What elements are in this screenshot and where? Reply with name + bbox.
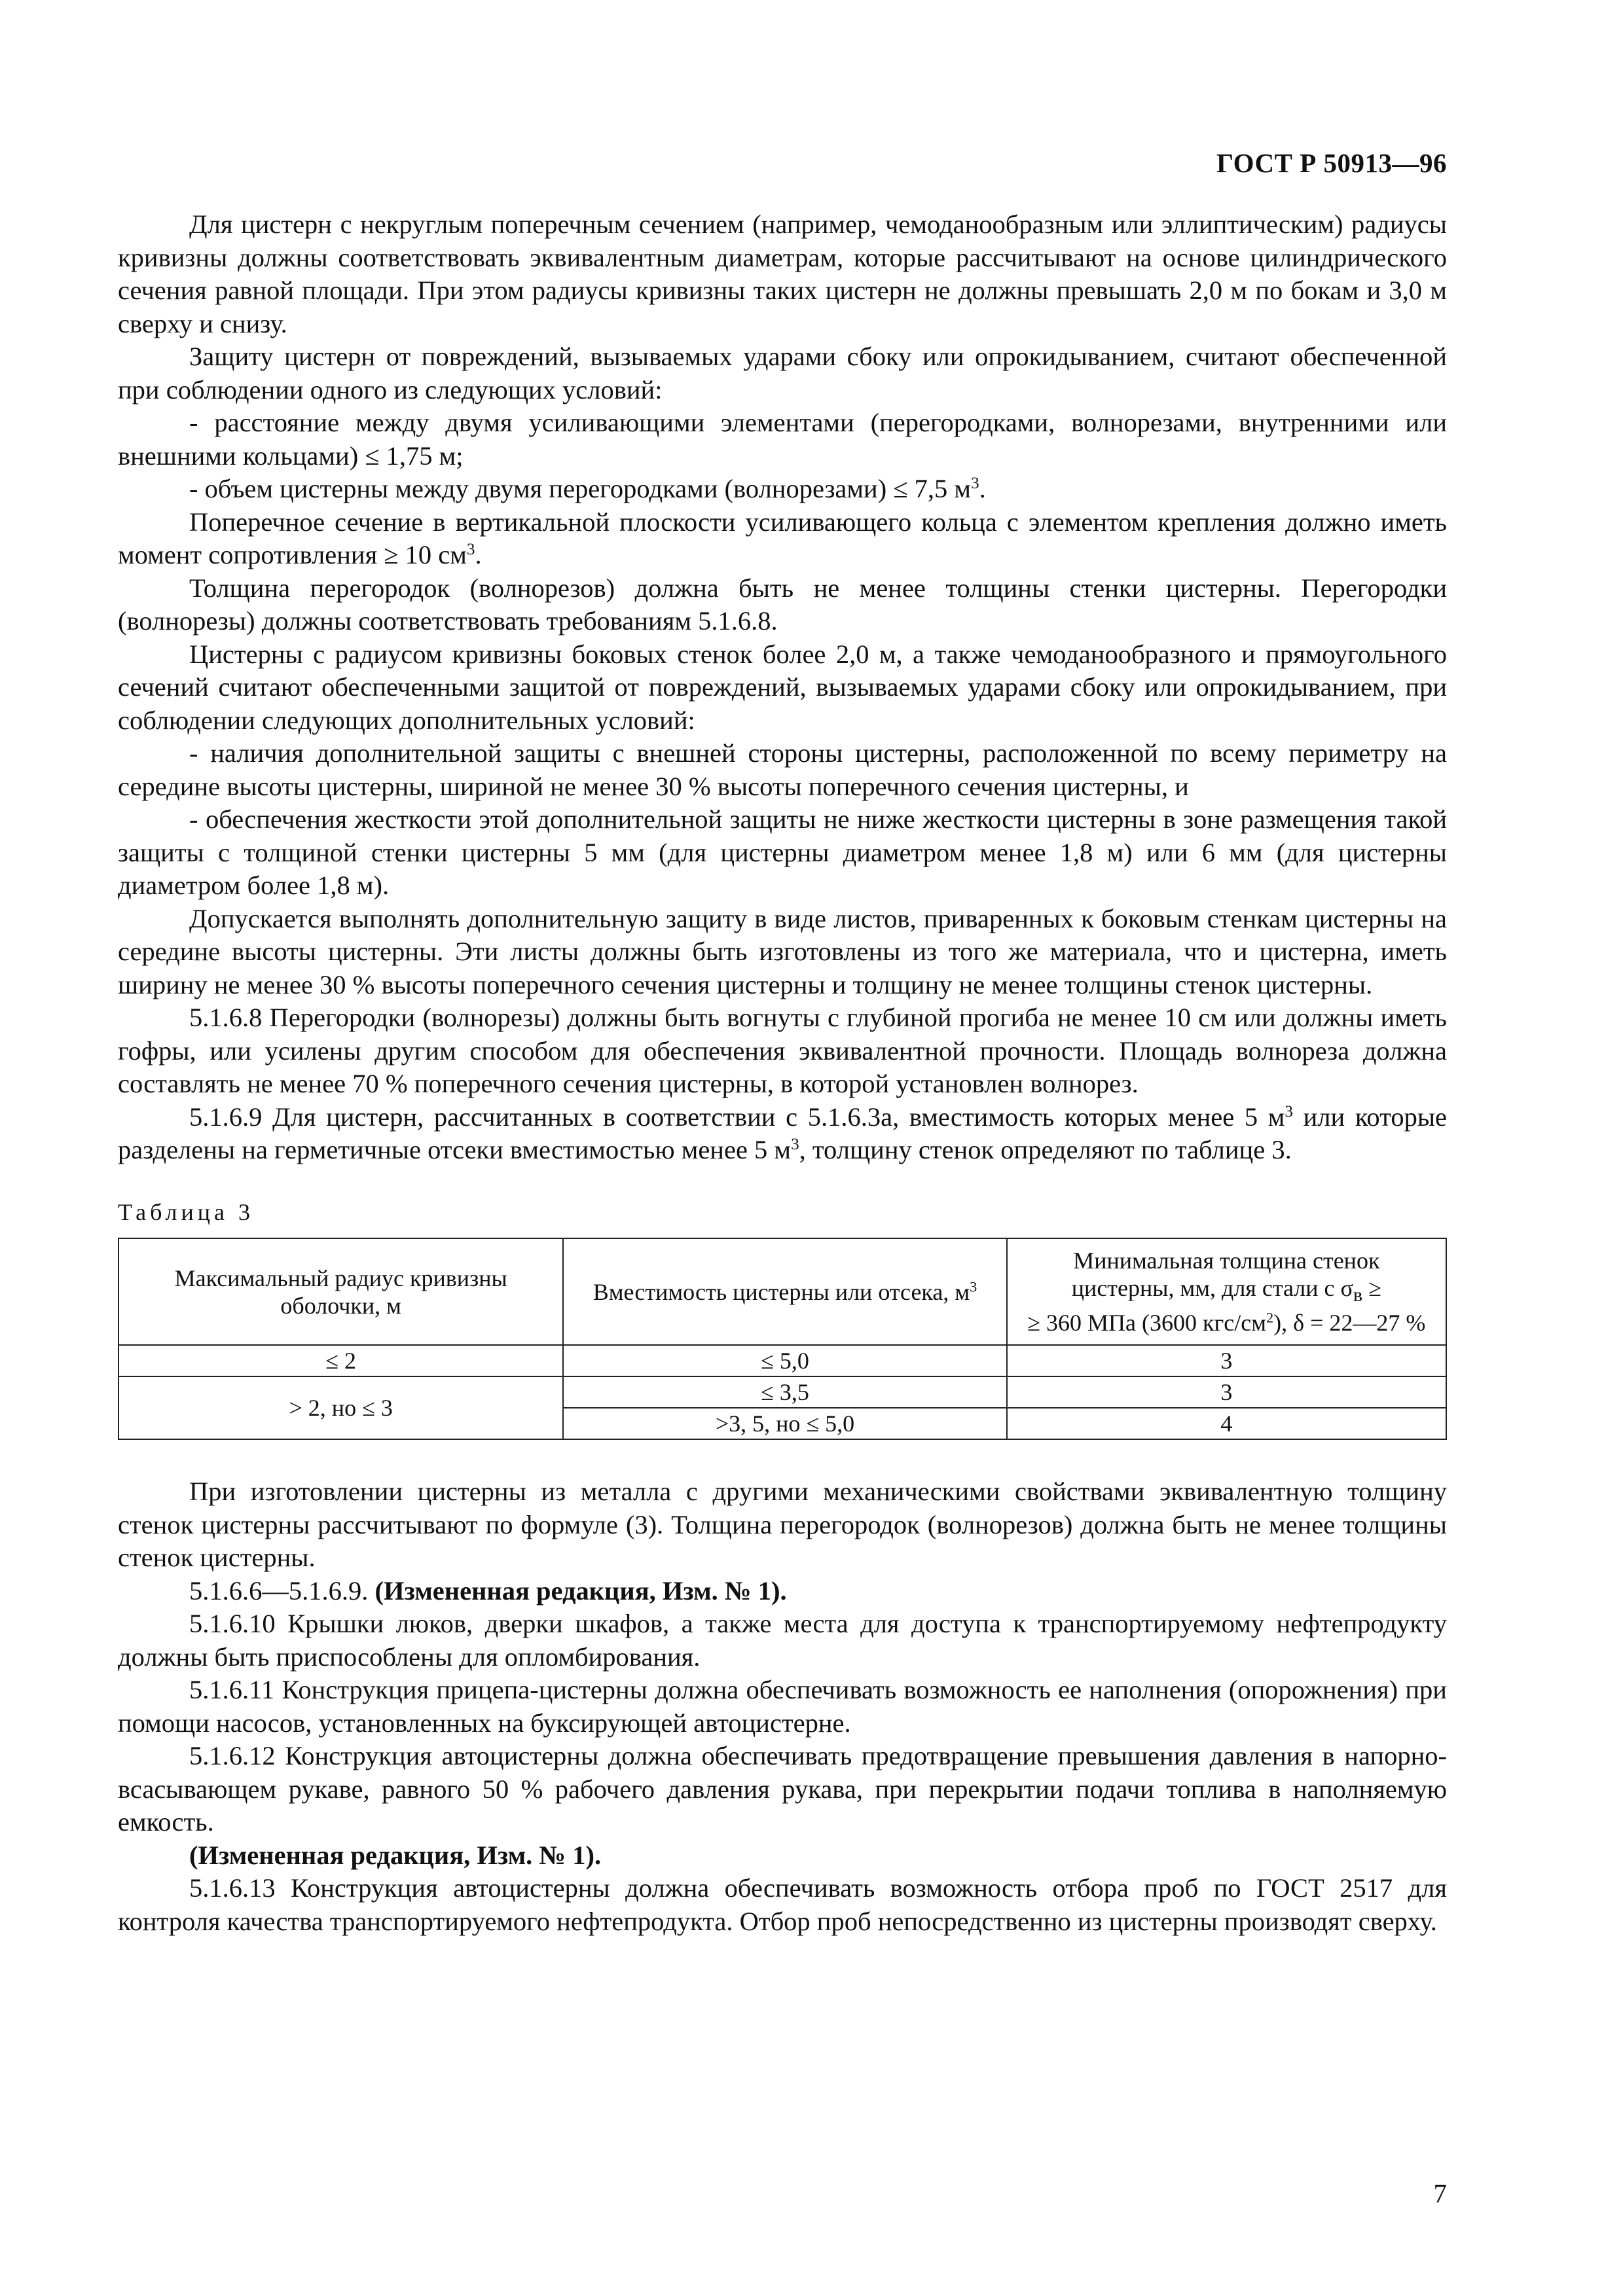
table-cell-capacity: >3, 5, но ≤ 5,0	[563, 1408, 1006, 1439]
paragraph-text: .	[475, 540, 482, 569]
table-cell-capacity: ≤ 5,0	[563, 1345, 1006, 1376]
column-header-radius: Максимальный радиус кривизны оболочки, м	[119, 1238, 563, 1345]
paragraph	[118, 1575, 1447, 1608]
table-cell-radius: > 2, но ≤ 3	[119, 1376, 563, 1439]
table-row	[119, 1345, 1446, 1376]
paragraph: 5.1.6.12 Конструкция автоцистерны должна обеспечивать предотвращение превышения давления в напорно-всасывающем рукаве, равного 50 % рабочего давления рукава, при перекрытии подачи топлива в наполняемую емкость.	[118, 1741, 1447, 1837]
paragraph: Толщина перегородок (волнорезов) должна быть не менее толщины стенки цистерны. Перегородки (волнорезы) должны соответствовать требованиям 5.1.6.8.	[118, 573, 1447, 636]
table-cell-radius: ≤ 2	[119, 1345, 563, 1376]
table-row	[119, 1376, 1446, 1408]
superscript: 2	[1266, 1309, 1274, 1326]
paragraph: 5.1.6.10 Крышки люков, дверки шкафов, а также места для доступа к транспортируемому нефтепродукту должны быть приспособлены для опломбирования.	[118, 1609, 1447, 1672]
table-cell-capacity: ≤ 3,5	[563, 1376, 1006, 1408]
column-header-text: ), δ = 22—27 %	[1273, 1310, 1426, 1336]
column-header-text: цистерны, мм, для стали с σ	[1071, 1275, 1353, 1301]
paragraph: - расстояние между двумя усиливающими элементами (перегородками, волнорезами, внутренними или внешними кольцами) ≤ 1,75 м;	[118, 408, 1447, 471]
paragraph: Защиту цистерн от повреждений, вызываемых ударами сбоку или опрокидыванием, считают обеспеченной при соблюдении одного из следующих условий:	[118, 342, 1447, 404]
paragraph-text: 5.1.6.6—5.1.6.9.	[189, 1575, 375, 1605]
document-body	[118, 208, 1447, 1938]
paragraph: 5.1.6.13 Конструкция автоцистерны должна обеспечивать возможность отбора проб по ГОСТ 2517 для контроля качества транспортируемого нефтепродукта. Отбор проб непосредственно из цистерны производят сверху.	[118, 1873, 1447, 1936]
column-header-capacity	[563, 1238, 1006, 1345]
superscript: 3	[1285, 1102, 1293, 1121]
paragraph: При изготовлении цистерны из металла с другими механическими свойствами эквивалентную толщину стенок цистерны рассчитывают по формуле (3). Толщина перегородок (волнорезов) должна быть не менее толщины стенок цистерны.	[118, 1477, 1447, 1573]
document-page	[118, 0, 1447, 2296]
paragraph	[118, 473, 1447, 506]
paragraph	[118, 506, 1447, 572]
column-header-text: Вместимость цистерны или отсека, м	[593, 1278, 970, 1305]
table-cell-thickness: 3	[1007, 1345, 1446, 1376]
superscript: 3	[970, 1278, 977, 1295]
superscript: 3	[791, 1136, 799, 1154]
paragraph	[118, 1101, 1447, 1167]
column-header-thickness	[1007, 1238, 1446, 1345]
table-header-row	[119, 1238, 1446, 1345]
paragraph-text: Поперечное сечение в вертикальной плоскости усиливающего кольца с элементом крепления должно иметь момент сопротивления ≥ 10 см	[118, 507, 1447, 569]
column-header-text: ≥	[1362, 1275, 1381, 1301]
paragraph: Цистерны с радиусом кривизны боковых стенок более 2,0 м, а также чемоданообразного и прямоугольного сечений считают обеспеченными защитой от повреждений, вызываемых ударами сбоку или опрокидыванием, при соблюдении следующих дополнительных условий:	[118, 639, 1447, 735]
table-cell-thickness: 4	[1007, 1408, 1446, 1439]
table-caption: Таблица 3	[118, 1198, 254, 1225]
superscript: 3	[466, 541, 475, 559]
amendment-note: (Измененная редакция, Изм. № 1).	[374, 1575, 787, 1605]
subscript: в	[1353, 1284, 1363, 1306]
paragraph: 5.1.6.8 Перегородки (волнорезы) должны быть вогнуты с глубиной прогиба не менее 10 см или должны иметь гофры, или усилены другим способом для обеспечения эквивалентной прочности. Площадь волнореза должна составлять не менее 70 % поперечного сечения цистерны, в которой установлен волнорез.	[118, 1003, 1447, 1098]
paragraph: 5.1.6.11 Конструкция прицепа-цистерны должна обеспечивать возможность ее наполнения (опорожнения) при помощи насосов, установленных на буксирующей автоцистерне.	[118, 1675, 1447, 1738]
paragraph: Для цистерн с некруглым поперечным сечением (например, чемоданообразным или эллиптическим) радиусы кривизны должны соответствовать эквивалентным диаметрам, которые рассчитывают на основе цилиндрического сечения равной площади. При этом радиусы кривизны таких цистерн не должны превышать 2,0 м по бокам и 3,0 м сверху и снизу.	[118, 209, 1447, 338]
paragraph-text: - объем цистерны между двумя перегородками (волнорезами) ≤ 7,5 м	[189, 474, 972, 503]
column-header-text: Минимальная толщина стенок	[1073, 1247, 1380, 1274]
paragraph: - наличия дополнительной защиты с внешней стороны цистерны, расположенной по всему периметру на середине высоты цистерны, шириной не менее 30 % высоты поперечного сечения цистерны, и	[118, 738, 1447, 801]
table-cell-thickness: 3	[1007, 1376, 1446, 1408]
paragraph-text: 5.1.6.9 Для цистерн, рассчитанных в соответствии с 5.1.6.3а, вместимость которых менее 5 м	[189, 1102, 1285, 1132]
paragraph: - обеспечения жесткости этой дополнительной защиты не ниже жесткости цистерны в зоне размещения такой защиты с толщиной стенки цистерны 5 мм (для цистерны диаметром менее 1,8 м) или 6 мм (для цистерны диаметром более 1,8 м).	[118, 804, 1447, 900]
amendment-note: (Измененная редакция, Изм. № 1).	[189, 1840, 602, 1870]
column-header-text: ≥ 360 МПа (3600 кгс/см	[1027, 1310, 1266, 1336]
document-header: ГОСТ Р 50913—96	[1216, 148, 1447, 178]
table-3	[118, 1238, 1447, 1440]
paragraph: Допускается выполнять дополнительную защиту в виде листов, приваренных к боковым стенкам цистерны на середине высоты цистерны. Эти листы должны быть изготовлены из того же материала, что и цистерна, иметь ширину не менее 30 % высоты поперечного сечения цистерны и толщину не менее толщины стенок цистерны.	[118, 903, 1447, 999]
page-number: 7	[1433, 2178, 1447, 2208]
superscript: 3	[971, 475, 979, 493]
paragraph-text: .	[979, 474, 986, 503]
paragraph-text: , толщину стенок определяют по таблице 3.	[799, 1135, 1292, 1164]
paragraph-text: или которые разделены на герметичные отсеки вместимостью менее 5 м	[118, 1102, 1448, 1164]
